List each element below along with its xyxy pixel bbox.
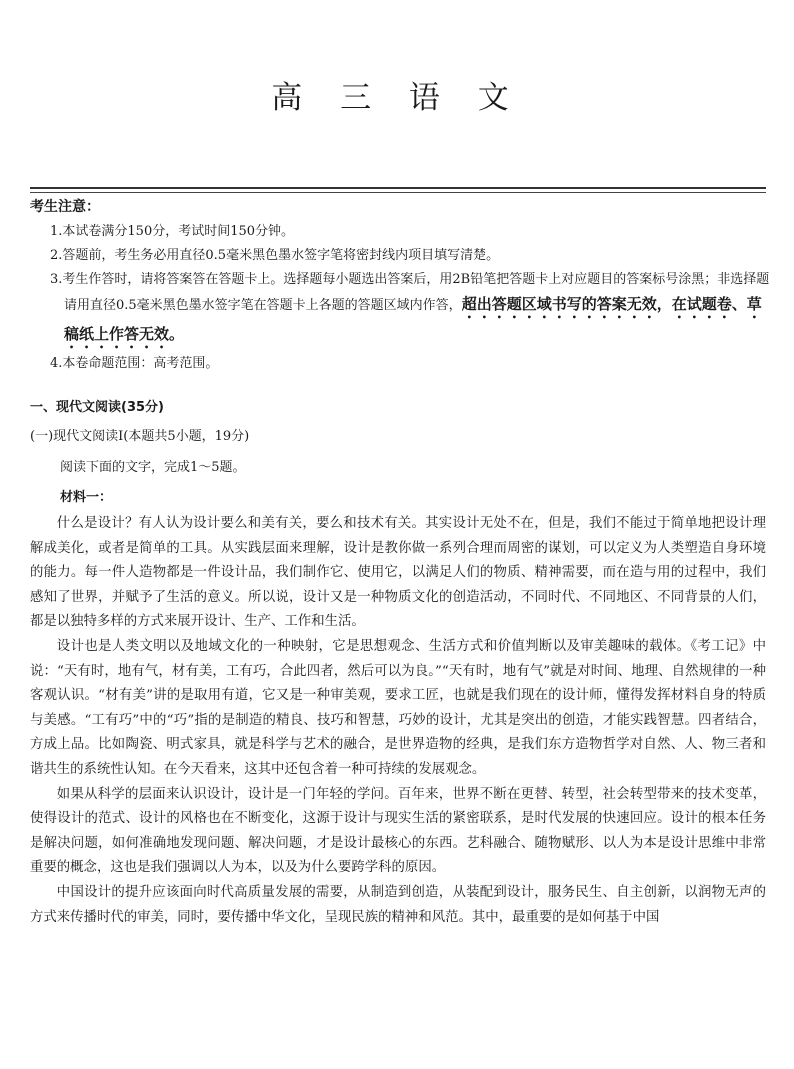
notice-item: 4.本卷命题范围：高考范围。 — [50, 356, 219, 371]
notice-emphasis: 超出答题区域书写的答案无效，在试题卷、草稿纸上作答无效。 — [64, 295, 762, 343]
subsection-heading: (一)现代文阅读Ⅰ(本题共5小题，19分) — [30, 429, 250, 444]
notice-item — [30, 268, 770, 352]
candidate-notice — [30, 196, 770, 376]
notice-item-text: 3.考生作答时，请将答案答在答题卡上。选择题每小题选出答案后，用2B铅笔把答题卡上对应题目的答案标号涂黑；非选择题请用直径0.5毫米黑色墨水签字笔在答题卡上各题的答题区域内作答， — [50, 272, 770, 313]
notice-item: 1.本试卷满分150分，考试时间150分钟。 — [50, 224, 295, 239]
reading-instruction: 阅读下面的文字，完成1～5题。 — [60, 460, 246, 475]
notice-list — [30, 220, 770, 376]
passage-paragraph: 如果从科学的层面来认识设计，设计是一门年轻的学问。百年来，世界不断在更替、转型，社会转型带来的技术变革，使得设计的范式、设计的风格也在不断变化，这源于设计与现实生活的紧密联系，是时代发展的快速回应。设计的根本任务是解决问题，如何准确地发现问题、解决问题，才是设计最核心的东西。艺科融合、随物赋形、以人为本是设计思维中非常重要的概念，这也是我们强调以人为本，以及为什么要跨学科的原因。 — [30, 786, 766, 876]
notice-item: 2.答题前，考生务必用直径0.5毫米黑色墨水签字笔将密封线内项目填写清楚。 — [50, 248, 500, 263]
passage-paragraph: 什么是设计？有人认为设计要么和美有关，要么和技术有关。其实设计无处不在，但是，我们不能过于简单地把设计理解成美化，或者是简单的工具。从实践层面来理解，设计是教你做一系列合理而周密的谋划，可以定义为人类塑造自身环境的能力。每一件人造物都是一件设计品，我们制作它、使用它，以满足人们的物质、精神需要，而在造与用的过程中，我们感知了世界，并赋予了生活的意义。所以说，设计又是一种物质文化的创造活动，不同时代、不同地区、不同背景的人们，都是以独特多样的方式来展开设计、生产、工作和生活。 — [30, 516, 766, 630]
section-heading: 一、现代文阅读(35分) — [30, 400, 164, 415]
passage-paragraph: 中国设计的提升应该面向时代高质量发展的需要，从制造到创造，从装配到设计，服务民生、自主创新，以润物无声的方式来传播时代的审美，同时，要传播中华文化，呈现民族的精神和风范。其中，最重要的是如何基于中国 — [30, 884, 766, 925]
header-divider — [30, 187, 766, 189]
page-title: 高 三 语 文 — [271, 80, 523, 116]
header-divider-thin — [30, 192, 766, 193]
notice-heading: 考生注意： — [30, 199, 100, 215]
reading-passage — [30, 512, 766, 930]
passage-paragraph: 设计也是人类文明以及地域文化的一种映射，它是思想观念、生活方式和价值判断以及审美趣味的载体。《考工记》中说：“天有时，地有气，材有美，工有巧，合此四者，然后可以为良。”“天有时，地有气”就是对时间、地理、自然规律的一种客观认识。“材有美”讲的是取用有道，它又是一种审美观，要求工匠，也就是我们现在的设计师，懂得发挥材料自身的特质与美感。“工有巧”中的“巧”指的是制造的精良、技巧和智慧，巧妙的设计，尤其是突出的创造，才能实践智慧。四者结合，方成上品。比如陶瓷、明式家具，就是科学与艺术的融合，是世界造物的经典，是我们东方造物哲学对自然、人、物三者和谐共生的系统性认知。在今天看来，这其中还包含着一种可持续的发展观念。 — [30, 638, 766, 777]
material-label: 材料一： — [60, 490, 113, 505]
